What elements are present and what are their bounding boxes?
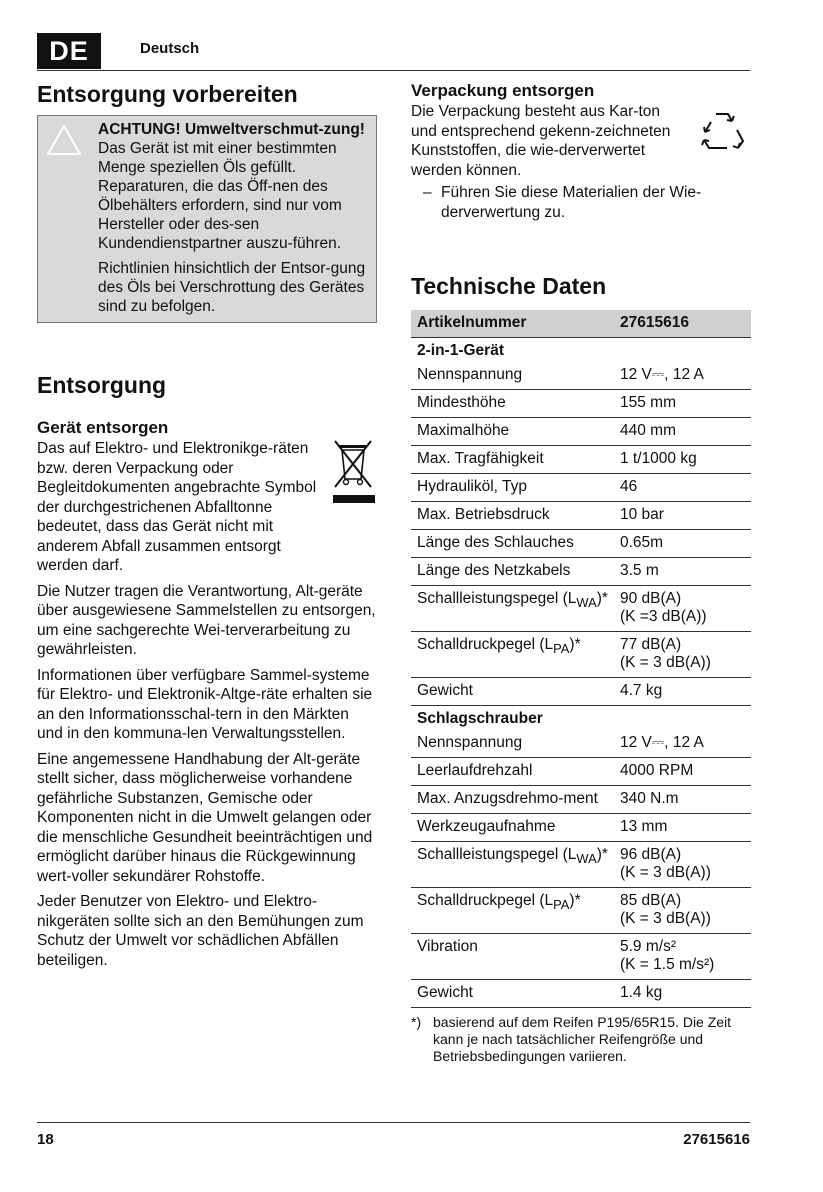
document-number: 27615616 xyxy=(683,1131,750,1148)
row-label: Mindesthöhe xyxy=(411,390,614,418)
value-line: (K = 3 dB(A)) xyxy=(620,864,711,881)
spec-table xyxy=(411,310,751,1008)
device-disposal-title: Gerät entsorgen xyxy=(37,418,169,437)
device-disposal-section xyxy=(37,439,377,970)
table-row xyxy=(411,530,751,558)
row-label xyxy=(411,888,614,934)
row-value: 4000 RPM xyxy=(614,758,751,786)
row-label: Gewicht xyxy=(411,678,614,706)
footnote-mark: *) xyxy=(411,1014,422,1030)
packaging-text: Die Verpackung besteht aus Kar-ton und entsprechend gekenn-zeichneten Kunststoffen, die wie-derverwertet werden können. xyxy=(411,103,671,179)
row-value xyxy=(614,632,751,678)
page-number: 18 xyxy=(37,1131,54,1148)
paragraph-1: Das auf Elektro- und Elektronikge-räten bzw. deren Verpackung oder Begleitdokumenten angebrachte Symbol der durchgestrichenen Abfalltonne bedeutet, dass das Gerät nicht mit anderem Abfall zusammen entsorgt werden darf. xyxy=(37,440,317,574)
row-value xyxy=(614,842,751,888)
table-row xyxy=(411,758,751,786)
table-row xyxy=(411,632,751,678)
label-part: )* xyxy=(596,846,608,863)
section-title-1: 2-in-1-Gerät xyxy=(417,342,504,359)
header-label: Artikelnummer xyxy=(411,310,614,338)
row-label: Werkzeugaufnahme xyxy=(411,814,614,842)
recycle-icon xyxy=(699,108,745,154)
row-value: 46 xyxy=(614,474,751,502)
packaging-section xyxy=(411,80,751,222)
label-part: Schallleistungspegel (L xyxy=(417,590,577,607)
table-row xyxy=(411,362,751,390)
table-row xyxy=(411,888,751,934)
row-value: 12 V⎓, 12 A xyxy=(614,362,751,390)
paragraph-5: Jeder Benutzer von Elektro- und Elektro-nikgeräten sollte sich an den Bemühungen zum Schutz der Umwelt vor schädlichen Abfällen beteiligen. xyxy=(37,893,364,969)
row-label: Vibration xyxy=(411,934,614,980)
row-value: 10 bar xyxy=(614,502,751,530)
row-value: 0.65m xyxy=(614,530,751,558)
warning-body: Das Gerät ist mit einer bestimmten Menge speziellen Öls gefüllt. Reparaturen, die das Öff-nen des Ölbehälters erfordern, sind nur vom Hersteller oder des-sen Kundendienstpartner auszu-führen. xyxy=(98,140,342,252)
row-label xyxy=(411,586,614,632)
value-line: (K = 1.5 m/s²) xyxy=(620,956,715,973)
packaging-list-item xyxy=(411,183,751,222)
label-part: Schalldruckpegel (L xyxy=(417,892,554,909)
row-value: 440 mm xyxy=(614,418,751,446)
paragraph-2: Die Nutzer tragen die Verantwortung, Alt-geräte über ausgewiesene Sammelstellen zu entsorgen, um eine sachgerechte Wei-terverarbeitung zu gewährleisten. xyxy=(37,582,376,658)
disposal-title: Entsorgung xyxy=(37,372,167,398)
table-row xyxy=(411,502,751,530)
value-line: 77 dB(A) xyxy=(620,636,682,653)
footnote-text: basierend auf dem Reifen P195/65R15. Die Zeit kann je nach tatsächlicher Reifengröße und Betriebsbedingungen variieren. xyxy=(433,1014,732,1064)
label-sub: WA xyxy=(576,595,597,611)
table-row xyxy=(411,390,751,418)
device-disposal-paragraphs xyxy=(37,439,377,970)
table-header-row xyxy=(411,310,751,338)
warning-text-2: Richtlinien hinsichtlich der Entsor-gung des Öls bei Verschrottung des Gerätes sind zu befolgen. xyxy=(98,260,366,315)
row-value: 1 t/1000 kg xyxy=(614,446,751,474)
value-line: 90 dB(A) xyxy=(620,590,682,607)
warning-text xyxy=(98,120,370,253)
label-part: )* xyxy=(569,892,581,909)
packaging-item-text: Führen Sie diese Materialien der Wie-derverwertung zu. xyxy=(441,184,702,221)
table-row xyxy=(411,586,751,632)
label-part: Schalldruckpegel (L xyxy=(417,636,554,653)
row-value xyxy=(614,586,751,632)
row-label: Max. Betriebsdruck xyxy=(411,502,614,530)
section-title-2: Schlagschrauber xyxy=(417,710,543,727)
section-row xyxy=(411,338,751,363)
paragraph-4: Eine angemessene Handhabung der Alt-geräte stellt sicher, dass möglicherweise vorhandene gefährliche Substanzen, Gemische oder Komponenten nicht in die Umwelt gelangen oder die menschliche Gesundheit beeinträchtigen und ermöglicht darüber hinaus die Rückgewinnung wert-voller sekundärer Rohstoffe. xyxy=(37,750,373,885)
table-row xyxy=(411,558,751,586)
section-row xyxy=(411,706,751,731)
row-label: Maximalhöhe xyxy=(411,418,614,446)
value-line: (K = 3 dB(A)) xyxy=(620,654,711,671)
language-badge: DE xyxy=(37,33,101,69)
label-sub: WA xyxy=(576,851,597,867)
right-column xyxy=(411,80,751,1065)
table-row xyxy=(411,842,751,888)
warning-triangle-icon xyxy=(46,124,82,156)
table-row xyxy=(411,980,751,1008)
row-label: Gewicht xyxy=(411,980,614,1008)
row-label: Max. Tragfähigkeit xyxy=(411,446,614,474)
row-value: 340 N.m xyxy=(614,786,751,814)
table-row xyxy=(411,418,751,446)
header-rule xyxy=(37,70,750,71)
prep-title: Entsorgung vorbereiten xyxy=(37,81,298,107)
row-value: 155 mm xyxy=(614,390,751,418)
row-value xyxy=(614,888,751,934)
language-name: Deutsch xyxy=(140,40,200,57)
row-value: 3.5 m xyxy=(614,558,751,586)
label-sub: PA xyxy=(553,897,570,913)
dash-bullet: – xyxy=(423,184,432,201)
value-line: 96 dB(A) xyxy=(620,846,682,863)
footnote xyxy=(411,1014,751,1065)
table-row xyxy=(411,814,751,842)
row-label: Nennspannung xyxy=(411,730,614,758)
row-label: Länge des Netzkabels xyxy=(411,558,614,586)
header-value: 27615616 xyxy=(614,310,751,338)
packaging-title: Verpackung entsorgen xyxy=(411,81,595,100)
label-part: )* xyxy=(596,590,608,607)
row-label xyxy=(411,842,614,888)
paragraph-3: Informationen über verfügbare Sammel-systeme für Elektro- und Elektronik-Altge-räte erhalten sie an den Informationsschal-tern in den Märkten und in den kommuna-len Verwaltungsstellen. xyxy=(37,666,373,742)
table-row xyxy=(411,446,751,474)
row-label: Hydrauliköl, Typ xyxy=(411,474,614,502)
row-value: 13 mm xyxy=(614,814,751,842)
table-row xyxy=(411,678,751,706)
value-line: (K =3 dB(A)) xyxy=(620,608,707,625)
value-line: 5.9 m/s² xyxy=(620,938,676,955)
warning-box xyxy=(37,115,377,323)
row-label xyxy=(411,632,614,678)
row-value: 1.4 kg xyxy=(614,980,751,1008)
warning-title: ACHTUNG! Umweltverschmut-zung! xyxy=(98,121,365,138)
row-value xyxy=(614,934,751,980)
table-row xyxy=(411,786,751,814)
tech-title: Technische Daten xyxy=(411,273,607,299)
row-value: 12 V⎓, 12 A xyxy=(614,730,751,758)
label-part: )* xyxy=(569,636,581,653)
row-label: Nennspannung xyxy=(411,362,614,390)
table-row xyxy=(411,934,751,980)
footer-rule xyxy=(37,1122,750,1123)
left-column xyxy=(37,80,377,970)
table-row xyxy=(411,474,751,502)
row-label: Länge des Schlauches xyxy=(411,530,614,558)
label-part: Schallleistungspegel (L xyxy=(417,846,577,863)
value-line: (K = 3 dB(A)) xyxy=(620,910,711,927)
crossed-bin-icon xyxy=(333,439,375,505)
row-label: Max. Anzugsdrehmo-ment xyxy=(411,786,614,814)
label-sub: PA xyxy=(553,641,570,657)
table-row xyxy=(411,730,751,758)
row-value: 4.7 kg xyxy=(614,678,751,706)
value-line: 85 dB(A) xyxy=(620,892,682,909)
row-label: Leerlaufdrehzahl xyxy=(411,758,614,786)
